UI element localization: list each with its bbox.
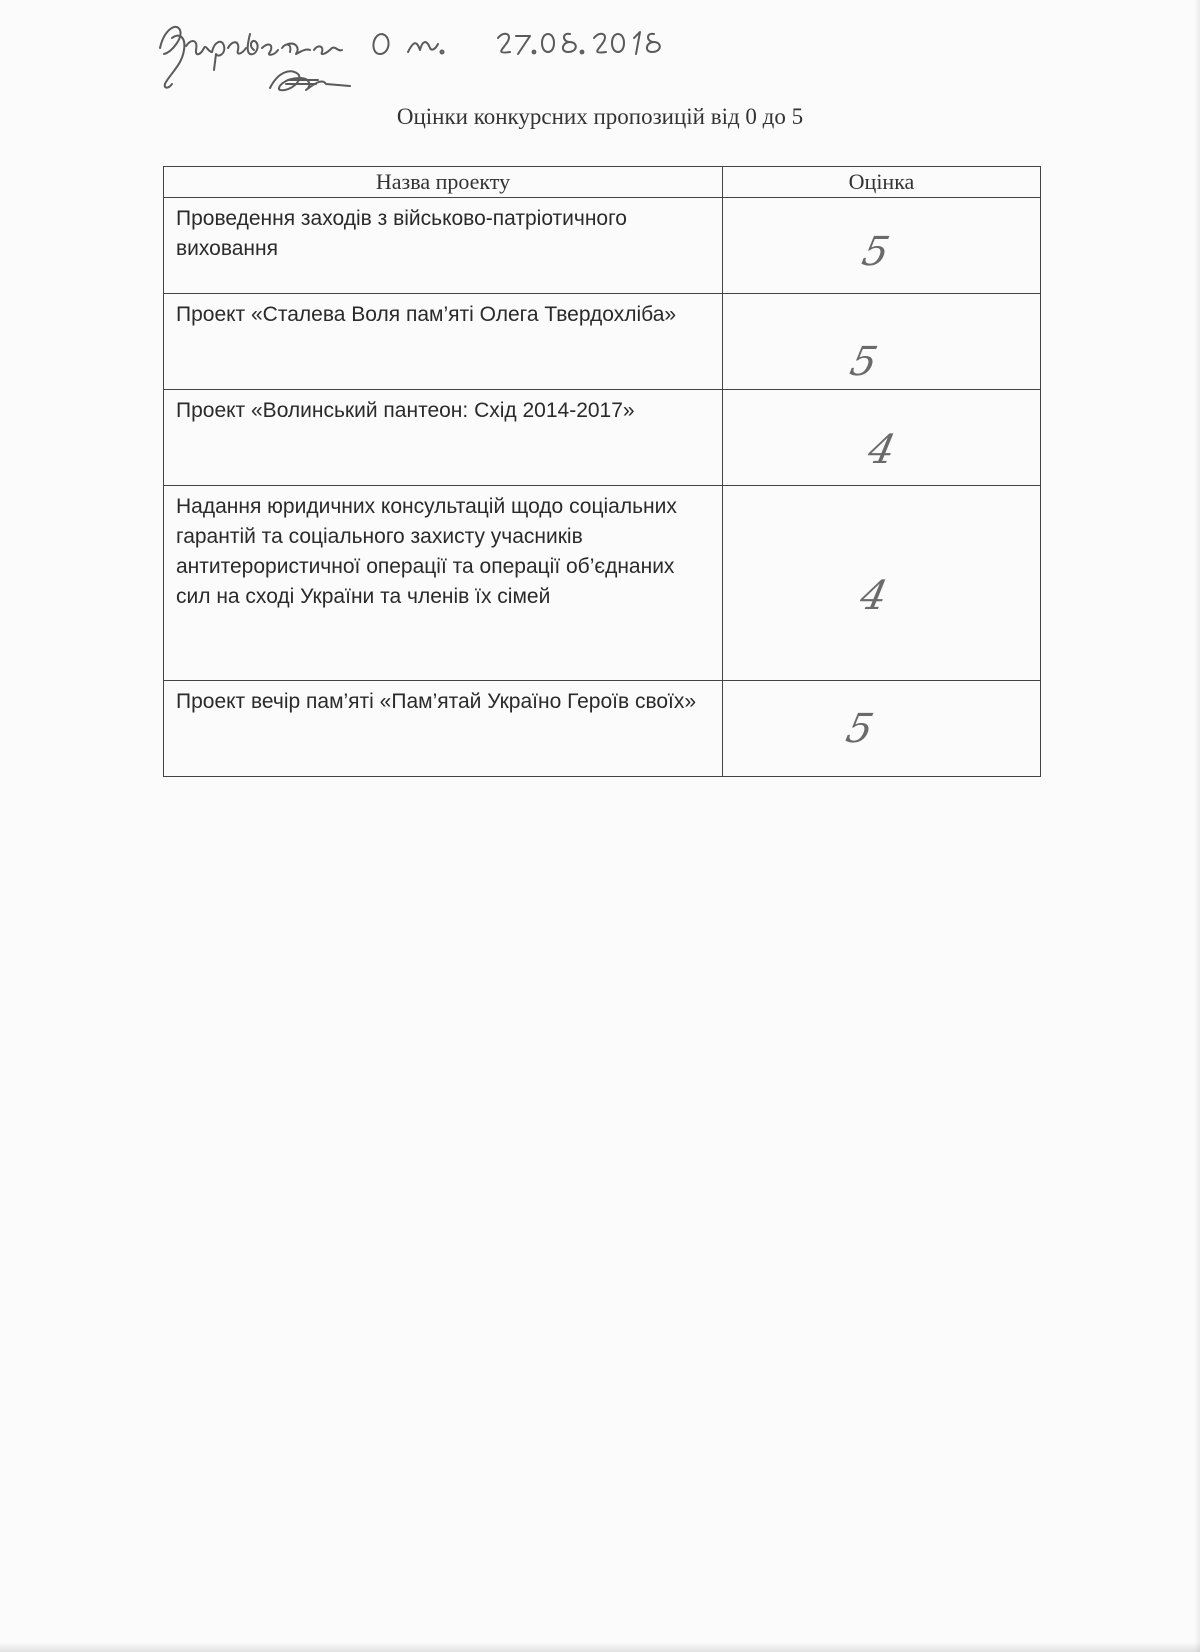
- project-name: Проект «Сталева Воля пам’яті Олега Твердохліба»: [164, 294, 723, 390]
- table-row: [164, 681, 1041, 777]
- document-title: Оцінки конкурсних пропозицій від 0 до 5: [396, 104, 804, 129]
- table-row: [164, 486, 1041, 681]
- table-header-row: [164, 167, 1041, 198]
- column-header-score: Оцінка: [723, 167, 1041, 198]
- handwritten-score: 4: [856, 573, 892, 619]
- project-name: Проект «Волинський пантеон: Схід 2014-2017»: [164, 390, 723, 486]
- score-cell: [723, 486, 1041, 681]
- handwritten-score: 5: [846, 339, 882, 385]
- score-cell: [723, 390, 1041, 486]
- handwritten-score: 5: [842, 706, 878, 752]
- table-row: [164, 390, 1041, 486]
- score-cell: [723, 294, 1041, 390]
- handwritten-score: 5: [858, 229, 894, 275]
- scan-edge-shadow: [0, 1642, 1200, 1652]
- score-cell: [723, 198, 1041, 294]
- project-name: Проведення заходів з військово-патріотичного виховання: [164, 198, 723, 294]
- handwritten-score: 4: [864, 427, 900, 473]
- project-name: Проект вечір пам’яті «Пам’ятай Україно Героїв своїх»: [164, 681, 723, 777]
- table-row: [164, 294, 1041, 390]
- project-name: Надання юридичних консультацій щодо соціальних гарантій та соціального захисту учасників антитерористичної операції та операції об’єднаних сил на сході України та членів їх сімей: [164, 486, 723, 681]
- evaluation-table: [163, 166, 1041, 777]
- score-cell: [723, 681, 1041, 777]
- handwritten-annotation: [150, 8, 710, 108]
- column-header-project-name: Назва проекту: [164, 167, 723, 198]
- table-row: [164, 198, 1041, 294]
- scan-edge-shadow-right: [1194, 0, 1200, 1652]
